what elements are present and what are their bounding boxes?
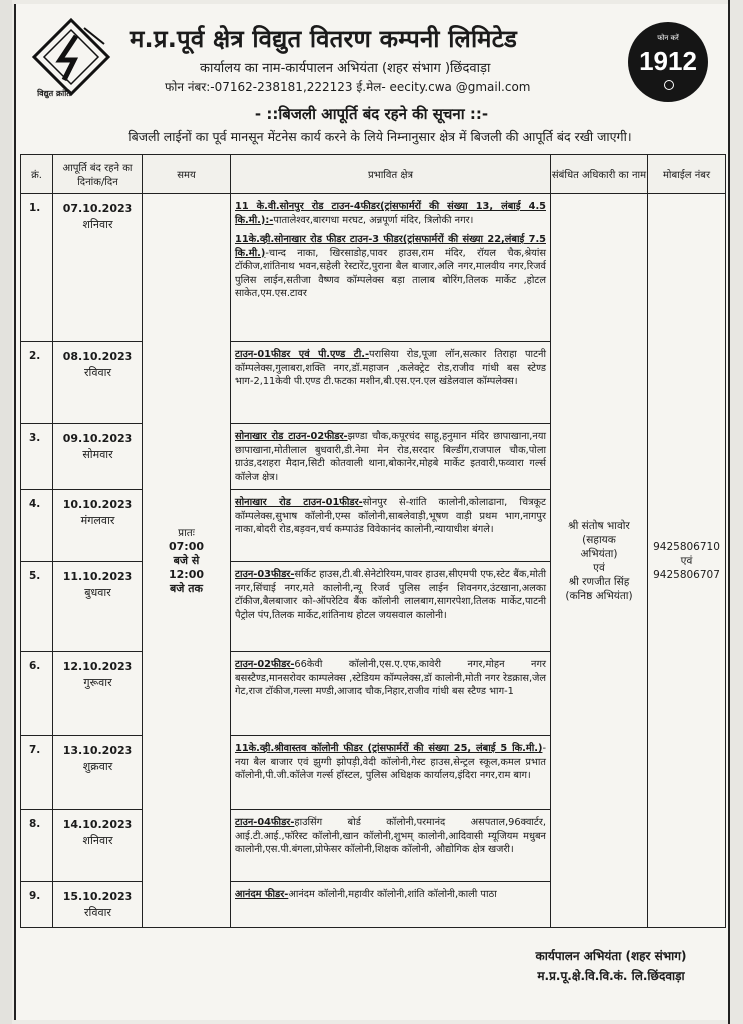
row-date-value: 11.10.2023 [62,570,133,583]
row-date [53,652,143,736]
row-area [231,194,551,342]
logo-caption: विद्युत क्रांति [37,89,71,98]
area-list: -नया बैल बाजार एवं झुग्गी झोपड़ी,वेदी कॉलोनी,गेस्ट हाउस,सेन्ट्रल स्कूल,कमल प्रभात कॉलोनी,पी.जी.कॉलेज गर्ल्स हॉस्टल, पुलिस अधिक्षक कार्यालय,इंदिरा नगर,राम बाग। [235,743,546,781]
office-name: कार्यालय का नाम-कार्यपालन अभियंता (शहर संभाग )छिंदवाड़ा [200,61,491,76]
row-sno: 5. [21,562,53,652]
mobile-2: 9425806707 [653,568,720,581]
area-list: सोनपुर से-शांति कालोनी,कोलाढाना, चित्रकूट कॉम्पलेक्स,सुभाष कॉलोनी,एम्स कॉलोनी,साबलेवाड़ी,भूषण वाड़ी प्रथम भाग,नागपुर नाका,बोदरी रोड,बड़वन,चर्च कम्पाउंड विवेकानंद कालोनी,न्यायाधीश बंगले। [235,497,546,535]
row-day: मंगलवार [80,514,115,527]
row-day: सोमवार [82,448,113,461]
row-date-value: 09.10.2023 [62,432,133,445]
row-sno: 9. [21,882,53,928]
feeder-name: टाउन-02फीडर- [235,659,295,670]
row-date [53,490,143,562]
area-list: सर्किट हाउस,टी.बी.सेनेटोरियम,पावर हाउस,सीएमपी एफ,स्टेट बैंक,मोती नगर,सिंचाई नगर,मते कालोनी,न्यू रिजर्व पुलिस लाईन शिवनगर,उंटखाना,अलका टॉकीज,बैलबाजार को-ऑपरेटिव बैंक कॉलोनी लालबाग,सागरपेशा,तिलक मार्केट,पाटनी पैट्रोल पंप,तिलक मार्केट,शांतिनाथ होटल जयसवाल कालोनी। [235,569,546,621]
time-line-3: बजे से [173,553,200,567]
row-sno: 3. [21,424,53,490]
feeder-name: आनंदम फीडर- [235,889,289,900]
time-line-4: 12:00 [168,567,204,581]
feeder-name: सोनाखार रोड टाउन-02फीडर- [235,431,348,442]
row-area [231,424,551,490]
row-day: रविवार [84,366,111,379]
row-sno: 4. [21,490,53,562]
row-date-value: 12.10.2023 [62,660,133,673]
helpline-label: फोन करें [657,34,679,42]
time-window [143,194,231,928]
area-list: झण्डा चौक,कपूरचंद साहू,हनुमान मंदिर छापाखाना,नया छापाखाना,मोतीलाल बुधवारी,डी.नेमा मेन रोड,सरदार बिल्डींग,राजपाल चौक,पोला ग्राउंड,दशहरा मैदान,सिटी कोतवाली थाना,बोकानेर,मोहबे मार्केट इतवारी,फव्वारा गर्ल्स कॉलेज क्षेत्र। [235,431,547,483]
row-day: शनिवार [82,218,113,231]
notice-intro: बिजली लाईनों का पूर्व मानसून मेंटनेस कार्य करने के लिये निम्नानुसार क्षेत्र में बिजली की आपूर्ति बंद रखी जाएगी। [128,129,632,144]
signature-title: कार्यपालन अभियंता (शहर संभाग) [535,949,687,963]
mobile-numbers [648,194,726,928]
feeder-name: 11 के.वी.सोनपुर रोड टाउन-4फीडर(ट्रांसफार्मरों की संख्या 13, लंबाई 4.5 कि.मी.):- [235,201,546,226]
officer-line-5: श्री रणजीत सिंह [568,575,630,588]
row-sno: 6. [21,652,53,736]
feeder-name: 11के.व्ही.सोनाखार रोड फीडर टाउन-3 फीडर(ट्रांसफार्मरों की संख्या 22,लंबाई 7.5 कि.मी.) [235,234,546,259]
contact-line: फोन नंबर:-07162-238181,222123 ई.मेल- eecity.cwa @gmail.com [165,80,531,94]
area-list: परासिया रोड,पूजा लॉन,सत्कार तिराहा पाटनी कॉम्पलेक्स,गुलाबरा,शक्ति नगर,डॉ.महाजन ,कलेक्ट्रेट रोड,राजीव गांधी बस स्टेण्ड भाग-2,11केवी पी.एण्ड टी.फटका मशीन,बी.एस.एन.एल खंडेलवाल कॉम्पलेक्स। [235,349,547,387]
notice-title: - ::बिजली आपूर्ति बंद रहने की सूचना ::- [254,105,489,123]
area-list: -चान्द नाका, खिरसाडोह,पावर हाउस,राम मंदिर, रॉयल चैक,श्रेयांस टॉकीज,शांतिनाथ भवन,सहेली रेस्टारेंट,पुराना बैल बाजार,अलि नगर,मालवीय नगर,रिजर्व पुलिस लाईन,सतीजा वैष्णव कॉम्पलेक्स बड़ा तालाब बोरिंग,तिलक मार्केट ,होटल साकेत,एम.एस.टावर [235,247,546,299]
row-day: रविवार [84,906,111,919]
row-area [231,736,551,810]
row-day: बुधवार [84,586,111,599]
col-header-area: प्रभावित क्षेत्र [231,155,551,194]
col-header-mobile: मोबाईल नंबर [648,155,726,194]
helpline-number: 1912 [639,46,697,76]
area-list: हाउसिंग बोर्ड कॉलोनी,परमानंद असपताल,96क्वार्टर, आई.टी.आई.,फॉरेस्ट कॉलोनी,खान कॉलोनी,शुभम् कालोनी,आदिवासी म्यूजियम मधुबन कालोनी,एस.पी.बंगला,प्रोफेसर कॉलोनी,शिक्षक कॉलोनी, औद्योगिक क्षेत्र खजरी। [235,817,546,855]
signature-block [506,946,716,986]
row-date-value: 08.10.2023 [62,350,133,363]
row-date [53,342,143,424]
mobile-joiner: एवं [680,554,693,567]
row-day: शुक्रवार [82,760,113,773]
row-date [53,882,143,928]
officer-names [551,194,648,928]
row-day: गुरूवार [83,676,112,689]
row-date [53,194,143,342]
row-area [231,810,551,882]
mobile-1: 9425806710 [653,540,720,553]
right-page-edge [728,0,743,1024]
feeder-name: टाउन-04फीडर- [235,817,295,828]
feeder-name: 11के.व्ही.श्रीवास्तव कॉलोनी फीडर (ट्रांसफार्मरों की संख्या 25, लंबाई 5 कि.मी.) [235,743,543,754]
officer-line-6: (कनिष्ठ अभियंता) [565,589,633,602]
row-date-value: 14.10.2023 [62,818,133,831]
time-line-5: बजे तक [170,581,203,595]
time-line-2: 07:00 [168,539,204,553]
row-date-value: 15.10.2023 [62,890,133,903]
emblem-icon [664,80,674,90]
company-name: म.प्र.पूर्व क्षेत्र विद्युत वितरण कम्पनी लिमिटेड [130,25,518,53]
col-header-time: समय [143,155,231,194]
signature-office: म.प्र.पू.क्षे.वि.वि.कं. लि.छिंदवाड़ा [537,969,685,983]
row-sno: 1. [21,194,53,342]
table-row [21,194,726,342]
time-line-1: प्रातः [178,526,195,539]
area-list: पातालेश्वर,बारगधा मरघट, अन्नपूर्णा मंदिर, त्रिलोकी नगर। [273,214,474,226]
officer-line-1: श्री संतोष भावोर [568,519,630,532]
row-area [231,882,551,928]
feeder-name: टाउन-01फीडर एवं पी.एण्ड टी.- [235,349,370,360]
officer-line-3: अभियंता) [580,547,618,560]
outage-schedule-table [20,154,726,928]
row-date [53,736,143,810]
left-page-edge [0,0,12,1024]
row-date [53,810,143,882]
row-area [231,652,551,736]
row-area [231,562,551,652]
row-area [231,490,551,562]
feeder-name: टाउन-03फीडर- [235,569,295,580]
officer-line-2: (सहायक [582,533,616,546]
row-date [53,424,143,490]
row-sno: 2. [21,342,53,424]
feeder-name: सोनाखार रोड टाउन-01फीडर- [235,497,363,508]
area-list: आनंदम कॉलोनी,महावीर कॉलोनी,शांति कॉलोनी,काली पाठा [288,889,497,900]
officer-line-4: एवं [593,561,605,574]
helpline-badge [628,22,708,102]
col-header-sno: क्रं. [21,155,53,194]
row-sno: 8. [21,810,53,882]
col-header-officer: संबंधित अधिकारी का नाम [551,155,648,194]
row-date [53,562,143,652]
row-date-value: 10.10.2023 [62,498,133,511]
table-header-row [21,155,726,194]
area-list: 66केवी कॉलोनी,एस.ए.एफ,कावेरी नगर,मोहन नगर बसस्टैण्ड,मानसरोवर काम्पलेक्स ,स्टेडियम कॉम्पलेक्स,डॉ कालोनी,मोती नगर रेडक्रास,जेल गेट,राज टॉकीज,गल्ला मण्डी,आजाद चौक,निहार,राजीव गांधी बस स्टैण्ड भाग-1 [235,659,546,697]
row-date-value: 07.10.2023 [62,202,133,215]
row-date-value: 13.10.2023 [62,744,133,757]
row-day: शनिवार [82,834,113,847]
row-area [231,342,551,424]
col-header-date: आपूर्ति बंद रहने का दिनांक/दिन [53,155,143,194]
row-sno: 7. [21,736,53,810]
